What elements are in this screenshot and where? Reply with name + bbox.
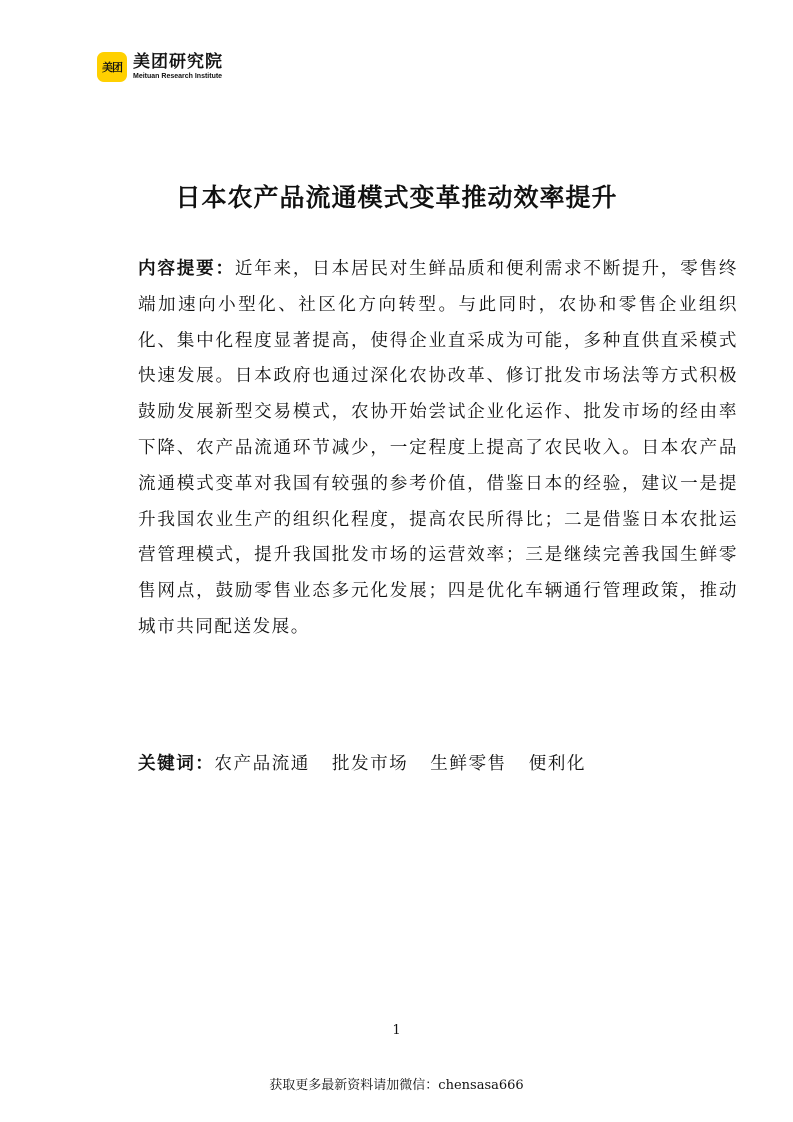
abstract-text: 近年来，日本居民对生鲜品质和便利需求不断提升，零售终端加速向小型化、社区化方向转型。与此同时，农协和零售企业组织化、集中化程度显著提高，使得企业直采成为可能，多种直供直采模式快速发展。日本政府也通过深化农协改革、修订批发市场法等方式积极鼓励发展新型交易模式，农协开始尝试企业化运作、批发市场的经由率下降、农产品流通环节减少，一定程度上提高了农民收入。日本农产品流通模式变革对我国有较强的参考价值，借鉴日本的经验，建议一是提升我国农业生产的组织化程度，提高农民所得比；二是借鉴日本农批运营管理模式，提升我国批发市场的运营效率；三是继续完善我国生鲜零售网点，鼓励零售业态多元化发展；四是优化车辆通行管理政策，推动城市共同配送发展。 (138, 259, 738, 637)
keywords-label: 关键词： (138, 754, 215, 774)
keyword-item: 农产品流通 (214, 754, 310, 774)
footer-note: 获取更多最新资料请加微信：chensasa666 (269, 1078, 524, 1093)
keyword-item: 生鲜零售 (430, 754, 507, 774)
org-name-en: Meituan Research Institute (133, 73, 223, 80)
abstract-label: 内容提要： (138, 259, 235, 279)
logo-text (133, 54, 223, 80)
keyword-item: 便利化 (528, 754, 586, 774)
page-number: 1 (392, 1023, 401, 1038)
abstract (100, 252, 738, 646)
logo (97, 52, 223, 82)
keyword-item: 批发市场 (331, 754, 409, 774)
org-name-cn: 美团研究院 (133, 52, 223, 72)
meituan-logo-icon: 美团 (97, 52, 127, 82)
document-title: 日本农产品流通模式变革推动效率提升 (175, 183, 618, 212)
keywords (138, 749, 608, 779)
